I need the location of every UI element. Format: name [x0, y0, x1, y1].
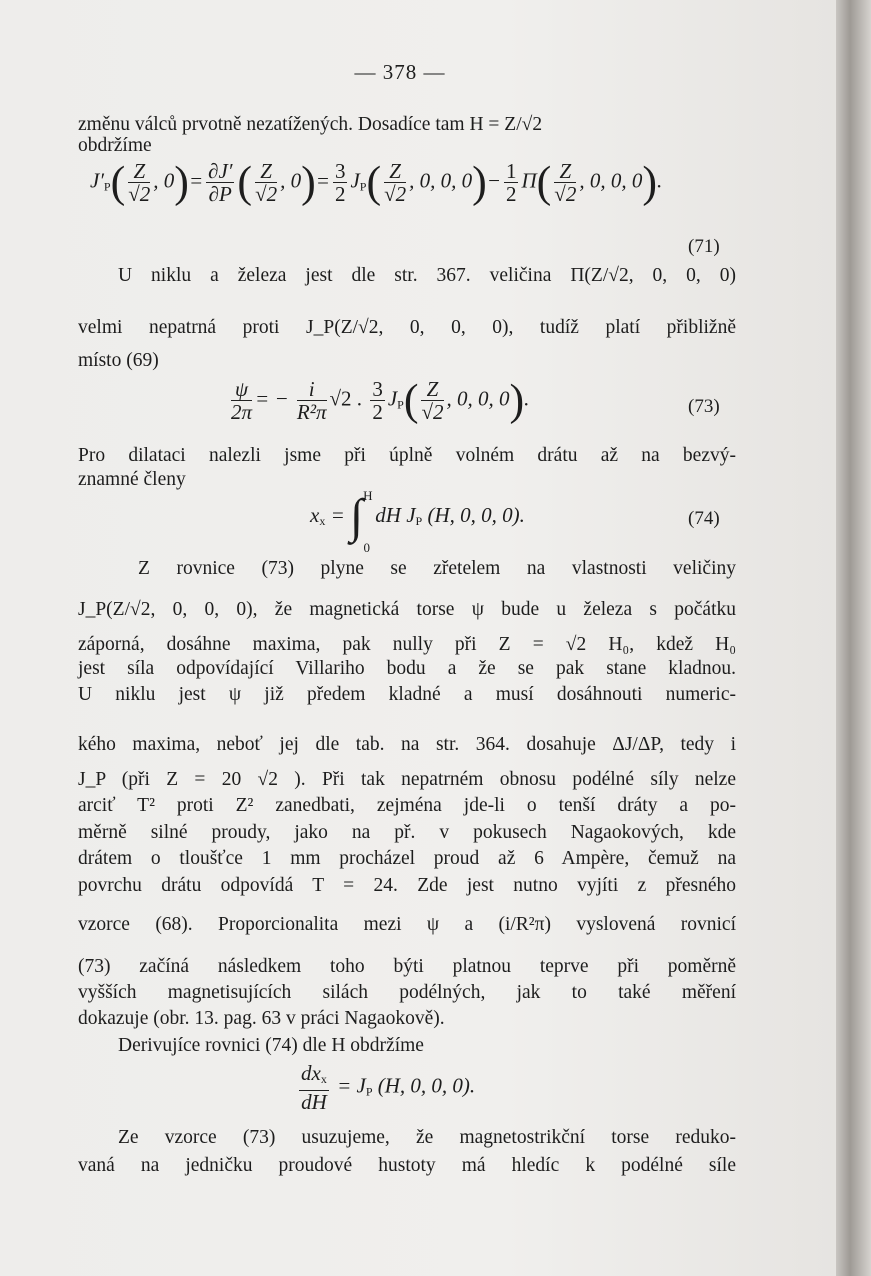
page-edge-shadow: [836, 0, 871, 1276]
equation-74: $x_x = \int^H_0$ dH $J_P$ (H, 0, 0, 0).: [310, 488, 525, 555]
text-line: arciť T² proti Z² zanedbati, zejména jde-li o tenší dráty a po-: [78, 795, 736, 816]
text-line: Derivujíce rovnici (74) dle H obdržíme: [118, 1035, 424, 1056]
equation-number: (71): [688, 236, 720, 257]
text-line: velmi nepatrná proti J_P(Z/√2, 0, 0, 0), tudíž platí přibližně: [78, 317, 736, 338]
text-line: J_P (při Z = 20 √2 ). Při tak nepatrném obnosu podélné síly nelze: [78, 769, 736, 790]
text-line: dokazuje (obr. 13. pag. 63 v práci Nagaokově).: [78, 1008, 445, 1029]
text-line: místo (69): [78, 350, 159, 371]
equation-number: (74): [688, 508, 720, 529]
text-line: J_P(Z/√2, 0, 0, 0), že magnetická torse ψ bude u železa s počátku: [78, 599, 736, 620]
equation-number: (73): [688, 396, 720, 417]
text-line: jest síla odpovídající Villariho bodu a že se pak stane kladnou.: [78, 658, 736, 679]
equation-73: $\frac{\psi}{2\pi}$ = − $\frac{i}{\text{R²π}}$ √2 . $\frac{3}{2}$ $J_P$( $\frac{Z}{√2}$ , 0, 0, 0).: [231, 375, 530, 425]
text-line: obdržíme: [78, 135, 152, 156]
text-line: znamné členy: [78, 469, 186, 490]
text-line: vzorce (68). Proporcionalita mezi ψ a (i/R²π) vyslovená rovnicí: [78, 914, 736, 935]
page-number: — 378 —: [354, 60, 446, 84]
text-line: povrchu drátu odpovídá T = 24. Zde jest nutno vyjíti z přesného: [78, 875, 736, 896]
equation-derivative: $\frac{dx_x}{dH}$ = $J_P$ (H, 0, 0, 0).: [301, 1061, 476, 1114]
text-line: měrně silné proudy, jako na př. v pokusech Nagaokových, kde: [78, 822, 736, 843]
text-line: kého maxima, neboť jej dle tab. na str. 364. dosahuje ΔJ/ΔP, tedy i: [78, 734, 736, 755]
text-line: změnu válců prvotně nezatížených. Dosadíce tam H = Z/√2: [78, 114, 543, 135]
text-line: (73) začíná následkem toho býti platnou teprve při poměrně: [78, 956, 736, 977]
text-line: Pro dilataci nalezli jsme při úplně volném drátu až na bezvý-: [78, 445, 736, 466]
text-line: U niklu jest ψ již předem kladné a musí dosáhnouti numeric-: [78, 684, 736, 705]
text-line: vaná na jedničku proudové hustoty má hledíc k podélné síle: [78, 1155, 736, 1176]
text-line: Z rovnice (73) plyne se zřetelem na vlastnosti veličiny: [138, 558, 736, 579]
text-line: drátem o tloušťce 1 mm procházel proud až 6 Ampère, čemuž na: [78, 848, 736, 869]
text-line: vyšších magnetisujících silách podélných, jak to také měření: [78, 982, 736, 1003]
text-line: záporná, dosáhne maxima, pak nully při Z = √2 H₀, kdež H₀: [78, 634, 736, 655]
text-line: U niklu a železa jest dle str. 367. veličina Π(Z/√2, 0, 0, 0): [118, 265, 736, 286]
text-line: Ze vzorce (73) usuzujeme, že magnetostrikční torse reduko-: [118, 1127, 736, 1148]
equation-71: $J'_P$( $\frac{Z}{√2}$ , 0)= $\frac{\partial J'}{\partial P}$ ( $\frac{Z}{√2}$ , 0)= $\frac{3}{2}$ $J_P$( $\frac{Z}{√2}$ , 0, 0, 0)− $\frac{1}{2}$ Π( $\frac{Z}{√2}$ , 0, 0, 0).: [90, 157, 663, 207]
